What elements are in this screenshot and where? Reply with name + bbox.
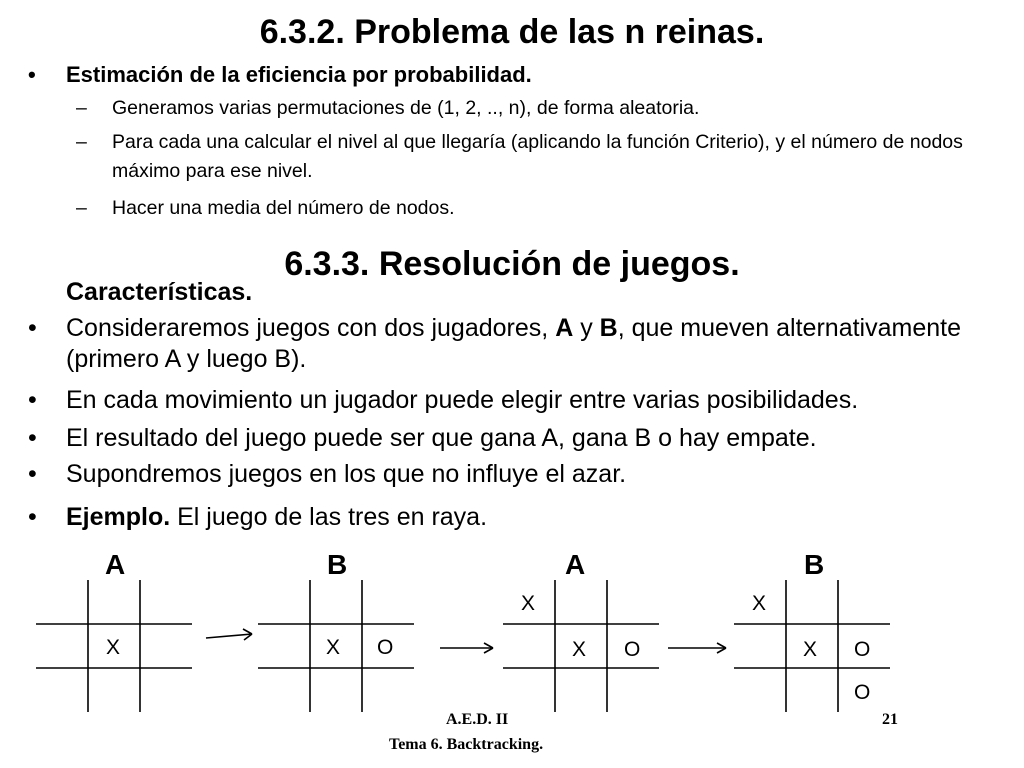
player-a-name: A — [555, 314, 574, 342]
title-game-resolution: 6.3.3. Resolución de juegos. — [284, 245, 740, 283]
text-run: El juego de las tres en raya. — [170, 503, 488, 531]
board-2-mark-x: X — [326, 636, 341, 659]
bullet-symbol: • — [28, 62, 36, 87]
board-4-mark-o-bottom: O — [854, 681, 871, 704]
board-2-player-label: B — [327, 549, 348, 580]
board-1-mark-x: X — [106, 636, 121, 659]
footer-page-number: 21 — [882, 711, 898, 728]
board-4-player-label: B — [804, 549, 825, 580]
text-run: y — [573, 314, 600, 342]
board-4-mark-x-topleft: X — [752, 592, 767, 615]
bullet-text: En cada movimiento un jugador puede elegir entre varias posibilidades. — [66, 386, 859, 414]
bullet-text: Estimación de la eficiencia por probabilidad. — [66, 62, 532, 87]
board-2-mark-o: O — [377, 636, 394, 659]
bullet-symbol: • — [28, 386, 37, 414]
footer-course: A.E.D. II — [446, 711, 509, 728]
text-run: Consideraremos juegos con dos jugadores, — [66, 314, 556, 342]
board-3-mark-x: X — [572, 638, 587, 661]
board-3-mark-o: O — [624, 638, 641, 661]
player-b-name: B — [599, 314, 618, 342]
arrow-1 — [206, 629, 252, 640]
bullet-symbol: • — [28, 460, 37, 488]
bullet-symbol: • — [28, 314, 37, 342]
board-4-mark-x: X — [803, 638, 818, 661]
board-3-player-label: A — [565, 549, 586, 580]
dash-symbol: – — [76, 131, 87, 153]
sub-item-text: Para cada una calcular el nivel al que llegaría (aplicando la función Criterio), y el número de nodos máximo para ese nivel. — [112, 131, 963, 182]
characteristics-heading: Características. — [66, 278, 253, 306]
example-label: Ejemplo. — [66, 503, 171, 531]
text-run: , que mueven alternativamente (primero A y luego B). — [66, 314, 961, 373]
dash-symbol: – — [76, 97, 87, 119]
footer-topic: Tema 6. Backtracking. — [389, 736, 544, 753]
arrow-3 — [668, 643, 726, 653]
sub-item-text: Generamos varias permutaciones de (1, 2, .., n), de forma aleatoria. — [112, 97, 700, 119]
bullet-text: Supondremos juegos en los que no influye el azar. — [66, 460, 627, 488]
arrow-2 — [440, 643, 493, 653]
board-3-mark-x-topleft: X — [521, 592, 536, 615]
board-1-player-label: A — [105, 549, 126, 580]
bullet-symbol: • — [28, 503, 37, 531]
board-4-mark-o: O — [854, 638, 871, 661]
sub-item-text: Hacer una media del número de nodos. — [112, 197, 455, 219]
bullet-text: El resultado del juego puede ser que gana A, gana B o hay empate. — [66, 424, 817, 452]
bullet-symbol: • — [28, 424, 37, 452]
dash-symbol: – — [76, 197, 87, 219]
title-n-queens: 6.3.2. Problema de las n reinas. — [259, 13, 765, 51]
